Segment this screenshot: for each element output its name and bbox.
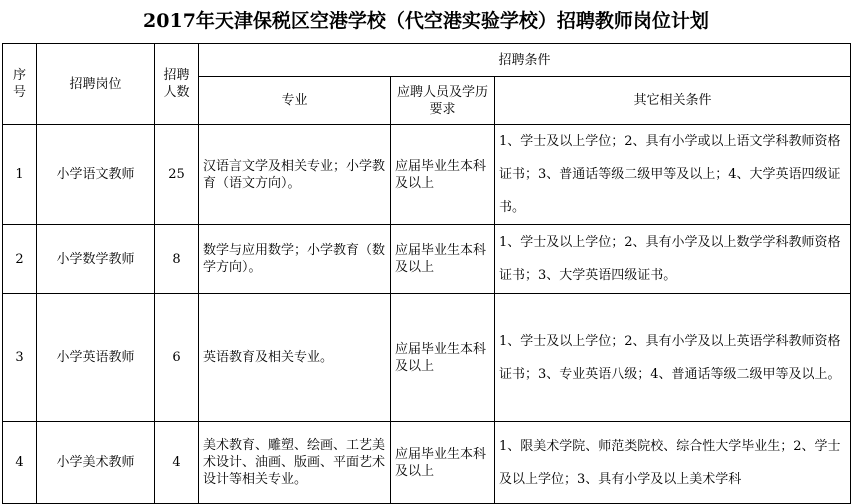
- row-count: 25: [155, 125, 199, 225]
- page-title: 2017年天津保税区空港学校（代空港实验学校）招聘教师岗位计划: [143, 10, 709, 32]
- recruitment-table: [2, 43, 851, 504]
- row-count: 4: [155, 422, 199, 504]
- row-count: 6: [155, 294, 199, 422]
- row-applicant: 应届毕业生本科及以上: [391, 225, 495, 294]
- row-position: 小学数学教师: [37, 225, 155, 294]
- row-major: 汉语言文学及相关专业；小学教育（语文方向）。: [199, 125, 391, 225]
- row-seq: 4: [3, 422, 37, 504]
- header-position: 招聘岗位: [37, 44, 155, 125]
- row-major: 美术教育、雕塑、绘画、工艺美术设计、油画、版画、平面艺术设计等相关专业。: [199, 422, 391, 504]
- row-position: 小学语文教师: [37, 125, 155, 225]
- row-seq: 1: [3, 125, 37, 225]
- header-conditions: 招聘条件: [199, 44, 851, 77]
- row-other: 1、学士及以上学位；2、具有小学及以上英语学科教师资格证书；3、专业英语八级；4、普通话等级二级甲等及以上。: [495, 294, 851, 422]
- row-major: 数学与应用数学；小学教育（数学方向）。: [199, 225, 391, 294]
- row-major: 英语教育及相关专业。: [199, 294, 391, 422]
- row-applicant: 应届毕业生本科及以上: [391, 422, 495, 504]
- row-position: 小学美术教师: [37, 422, 155, 504]
- header-applicant: 应聘人员及学历要求: [391, 77, 495, 125]
- header-major: 专业: [199, 77, 391, 125]
- header-seq: 序号: [3, 44, 37, 125]
- row-position: 小学英语教师: [37, 294, 155, 422]
- row-applicant: 应届毕业生本科及以上: [391, 294, 495, 422]
- table-row: [3, 422, 851, 504]
- row-seq: 2: [3, 225, 37, 294]
- row-applicant: 应届毕业生本科及以上: [391, 125, 495, 225]
- row-count: 8: [155, 225, 199, 294]
- header-count: 招聘人数: [155, 44, 199, 125]
- row-other: 1、限美术学院、师范类院校、综合性大学毕业生；2、学士及以上学位；3、具有小学及以上美术学科: [495, 422, 851, 504]
- header-other: 其它相关条件: [495, 77, 851, 125]
- header-row: [3, 44, 851, 77]
- table-row: [3, 125, 851, 225]
- row-seq: 3: [3, 294, 37, 422]
- table-row: [3, 294, 851, 422]
- row-other: 1、学士及以上学位；2、具有小学及以上数学学科教师资格证书；3、大学英语四级证书。: [495, 225, 851, 294]
- row-other: 1、学士及以上学位；2、具有小学或以上语文学科教师资格证书；3、普通话等级二级甲等及以上；4、大学英语四级证书。: [495, 125, 851, 225]
- table-row: [3, 225, 851, 294]
